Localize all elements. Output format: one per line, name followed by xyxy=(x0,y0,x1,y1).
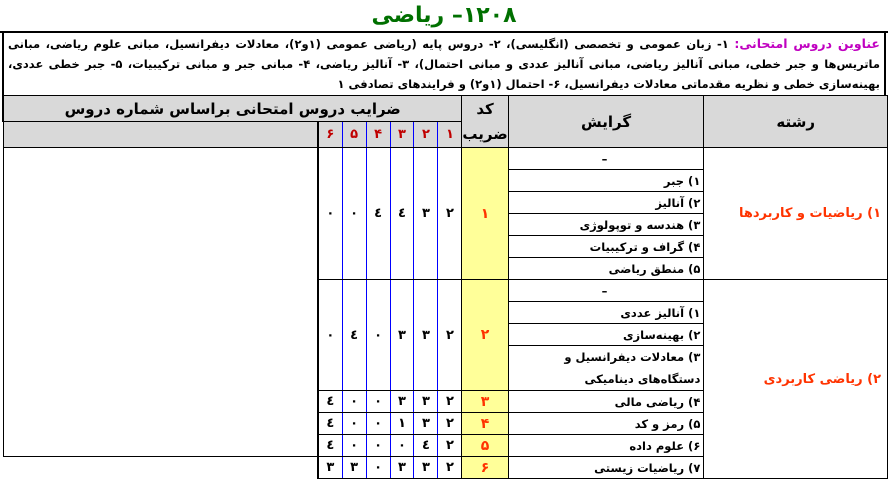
branch-item: ۱) آنالیز عددی xyxy=(508,302,704,324)
coef-4: ۰ xyxy=(366,391,390,413)
coef-5: ۰ xyxy=(342,413,366,435)
field-mathematics-and-applications: ۱) ریاضیات و کاربردها xyxy=(704,148,888,280)
course-number-2: ۲ xyxy=(414,122,438,148)
coef-4: ۰ xyxy=(366,413,390,435)
coef-5: ۰ xyxy=(342,148,366,280)
code-cell: ۴ xyxy=(462,413,508,435)
branch-item: ۴) گراف و ترکیبیات xyxy=(508,236,704,258)
branch-item: ۱) جبر xyxy=(508,170,704,192)
coef-1: ۲ xyxy=(438,457,462,479)
coef-1: ۲ xyxy=(438,435,462,457)
course-number-3: ۳ xyxy=(390,122,414,148)
coef-3: ۳ xyxy=(390,280,414,391)
coef-4: ۰ xyxy=(366,280,390,391)
coef-6: ۰ xyxy=(318,280,342,391)
coef-3: ۳ xyxy=(390,391,414,413)
branch-item: ۵) منطق ریاضی xyxy=(508,258,704,280)
course-number-1: ۱ xyxy=(438,122,462,148)
field-applied-mathematics: ۲) ریاضی کاربردی xyxy=(704,280,888,479)
course-number-6: ۶ xyxy=(318,122,342,148)
coefficients-table xyxy=(2,95,888,479)
code-cell: ۳ xyxy=(462,391,508,413)
coef-5: ٤ xyxy=(342,280,366,391)
coef-2: ۳ xyxy=(414,457,438,479)
coef-4: ۰ xyxy=(366,457,390,479)
coef-1: ۲ xyxy=(438,413,462,435)
coef-2: ٤ xyxy=(414,435,438,457)
coef-3: ۳ xyxy=(390,457,414,479)
coef-3: ۰ xyxy=(390,435,414,457)
course-number-5: ۵ xyxy=(342,122,366,148)
coef-3: ۱ xyxy=(390,413,414,435)
header-blank xyxy=(3,122,318,148)
coef-1: ۲ xyxy=(438,280,462,391)
coef-2: ۳ xyxy=(414,413,438,435)
branch-item: ۳) معادلات دیفرانسیل و دستگاه‌های دینامیکی xyxy=(508,346,704,391)
branch-item: ۵) رمز و کد xyxy=(508,413,704,435)
coef-1: ۲ xyxy=(438,391,462,413)
code-cell: ۵ xyxy=(462,435,508,457)
branch-item: ۶) علوم داده xyxy=(508,435,704,457)
coef-6: ۳ xyxy=(318,457,342,479)
coef-6: ٤ xyxy=(318,413,342,435)
code-cell: ۱ xyxy=(462,148,508,280)
coef-5: ۳ xyxy=(342,457,366,479)
coef-2: ۳ xyxy=(414,280,438,391)
coef-4: ٤ xyxy=(366,148,390,280)
header-code-line2: ضریب xyxy=(462,122,508,148)
branch-item: ۴) ریاضی مالی xyxy=(508,391,704,413)
coef-6: ۰ xyxy=(318,148,342,280)
coef-1: ۲ xyxy=(438,148,462,280)
exam-courses-text: ۱- زبان عمومی و تخصصی (انگلیسی)، ۲- دروس پایه (ریاضی عمومی (۱و۲)، معادلات دیفرانسیل، مبانی علوم ریاضی، مبانی ماتریس‌ها و جبر خطی، مبانی آنالیز ریاضی، مبانی آنالیز عددی و مبانی احتمال)، ۳- آنالیز ریاضی، ۴- مبانی جبر و مبانی ترکیبیات، ۵- جبر خطی عددی، بهینه‌سازی خطی و نظریه مقدماتی معادلات دیفرانسیل، ۶- احتمال (۱و۲) و فرایندهای تصادفی ۱ xyxy=(8,37,880,91)
header-field: رشته xyxy=(704,96,888,148)
coef-4: ۰ xyxy=(366,435,390,457)
empty-area xyxy=(3,148,318,457)
branch-item: ۲) آنالیز xyxy=(508,192,704,214)
coef-3: ٤ xyxy=(390,148,414,280)
coef-6: ٤ xyxy=(318,391,342,413)
coef-5: ۰ xyxy=(342,435,366,457)
header-code-line1: کد xyxy=(462,96,508,122)
header-coefficients: ضرایب دروس امتحانی براساس شماره دروس xyxy=(3,96,462,122)
header-branch: گرایش xyxy=(508,96,704,148)
branch-item: ۲) بهینه‌سازی xyxy=(508,324,704,346)
branch-item: ۷) ریاضیات زیستی xyxy=(508,457,704,479)
exam-courses-description xyxy=(2,33,886,95)
branch-item: – xyxy=(508,148,704,170)
branch-item: ۳) هندسه و توپولوژی xyxy=(508,214,704,236)
code-cell: ۲ xyxy=(462,280,508,391)
course-number-4: ۴ xyxy=(366,122,390,148)
coef-2: ۳ xyxy=(414,148,438,280)
code-cell: ۶ xyxy=(462,457,508,479)
coef-2: ۳ xyxy=(414,391,438,413)
page-title: ۱۲۰۸– ریاضی xyxy=(371,3,517,28)
coef-5: ۰ xyxy=(342,391,366,413)
branch-item: – xyxy=(508,280,704,302)
exam-courses-label: عناوین دروس امتحانی: xyxy=(734,36,880,51)
coef-6: ٤ xyxy=(318,435,342,457)
